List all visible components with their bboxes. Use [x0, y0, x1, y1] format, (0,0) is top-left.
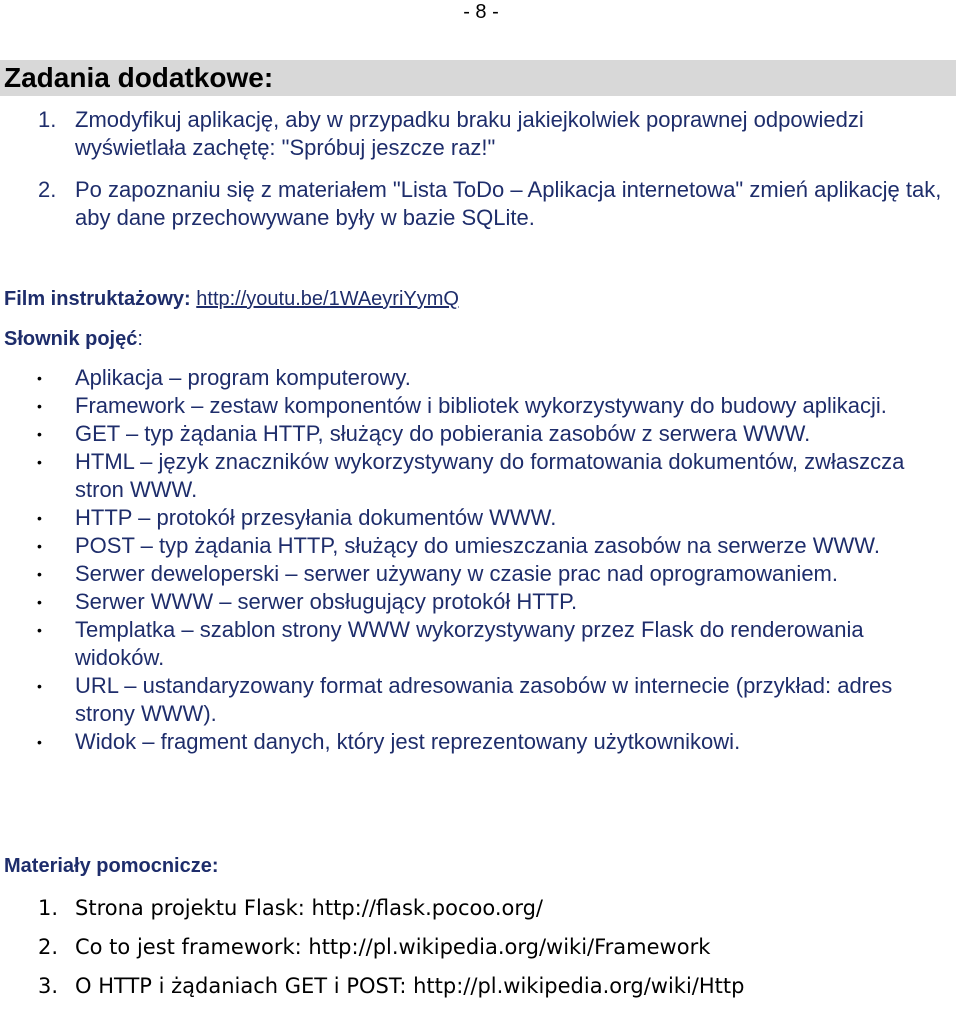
bullet-icon: • [37, 538, 42, 554]
task-text: Zmodyfikuj aplikację, aby w przypadku braku jakiejkolwiek poprawnej odpowiedzi wyświetlała zachętę: "Spróbuj jeszcze raz!" [75, 107, 864, 160]
materials-number: 2. [38, 935, 59, 959]
task-number: 2. [38, 177, 57, 202]
bullet-icon: • [37, 566, 42, 582]
glossary-text: HTTP – protokół przesyłania dokumentów WWW. [75, 505, 557, 530]
glossary-item [0, 728, 960, 756]
task-item [0, 176, 960, 232]
glossary-text: Templatka – szablon strony WWW wykorzystywany przez Flask do renderowania widoków. [75, 617, 864, 670]
materials-number: 1. [38, 896, 59, 920]
glossary-item [0, 560, 960, 588]
glossary-heading [4, 326, 143, 352]
glossary-heading-text: Słownik pojęć [4, 328, 138, 350]
glossary-text: Serwer deweloperski – serwer używany w czasie prac nad oprogramowaniem. [75, 561, 838, 586]
task-list [0, 106, 960, 232]
glossary-text: POST – typ żądania HTTP, służący do umieszczania zasobów na serwerze WWW. [75, 533, 880, 558]
glossary-text: URL – ustandaryzowany format adresowania zasobów w internecie (przykład: adres strony WWW). [75, 673, 893, 726]
film-link[interactable]: http://youtu.be/1WAeyriYymQ [196, 288, 459, 310]
glossary-item [0, 532, 960, 560]
glossary-item [0, 392, 960, 420]
glossary-item [0, 448, 960, 504]
task-item [0, 106, 960, 162]
bullet-icon: • [37, 734, 42, 750]
glossary-item [0, 364, 960, 392]
glossary-text: Widok – fragment danych, który jest reprezentowany użytkownikowi. [75, 729, 741, 754]
materials-heading: Materiały pomocnicze: [4, 855, 219, 877]
bullet-icon: • [37, 370, 42, 386]
glossary-text: Framework – zestaw komponentów i bibliotek wykorzystywany do budowy aplikacji. [75, 393, 887, 418]
materials-item [0, 933, 744, 972]
glossary-heading-colon: : [137, 328, 143, 350]
materials-text: Strona projektu Flask: http://flask.pocoo.org/ [75, 896, 544, 920]
bullet-icon: • [37, 678, 42, 694]
page-number: - 8 - [463, 1, 499, 23]
materials-item [0, 894, 744, 933]
materials-item [0, 972, 744, 1011]
glossary-text: Aplikacja – program komputerowy. [75, 365, 411, 390]
materials-number: 3. [38, 974, 59, 998]
task-number: 1. [38, 107, 57, 132]
materials-list [0, 894, 744, 1011]
film-label: Film instruktażowy: [4, 288, 191, 310]
glossary-list [0, 364, 960, 756]
bullet-icon: • [37, 426, 42, 442]
materials-text: Co to jest framework: http://pl.wikipedia.org/wiki/Framework [75, 935, 711, 959]
glossary-text: GET – typ żądania HTTP, służący do pobierania zasobów z serwera WWW. [75, 421, 811, 446]
glossary-item [0, 420, 960, 448]
bullet-icon: • [37, 622, 42, 638]
section-title: Zadania dodatkowe: [4, 62, 274, 93]
bullet-icon: • [37, 594, 42, 610]
glossary-text: HTML – język znaczników wykorzystywany do formatowania dokumentów, zwłaszcza stron WWW. [75, 449, 905, 502]
glossary-item [0, 588, 960, 616]
glossary-item [0, 616, 960, 672]
bullet-icon: • [37, 454, 42, 470]
film-row [4, 286, 459, 312]
materials-text: O HTTP i żądaniach GET i POST: http://pl.wikipedia.org/wiki/Http [75, 974, 745, 998]
task-text: Po zapoznaniu się z materiałem "Lista ToDo – Aplikacja internetowa" zmień aplikację tak, aby dane przechowywane były w bazie SQLite. [75, 177, 942, 230]
bullet-icon: • [37, 510, 42, 526]
glossary-item [0, 504, 960, 532]
bullet-icon: • [37, 398, 42, 414]
glossary-item [0, 672, 960, 728]
glossary-text: Serwer WWW – serwer obsługujący protokół HTTP. [75, 589, 578, 614]
